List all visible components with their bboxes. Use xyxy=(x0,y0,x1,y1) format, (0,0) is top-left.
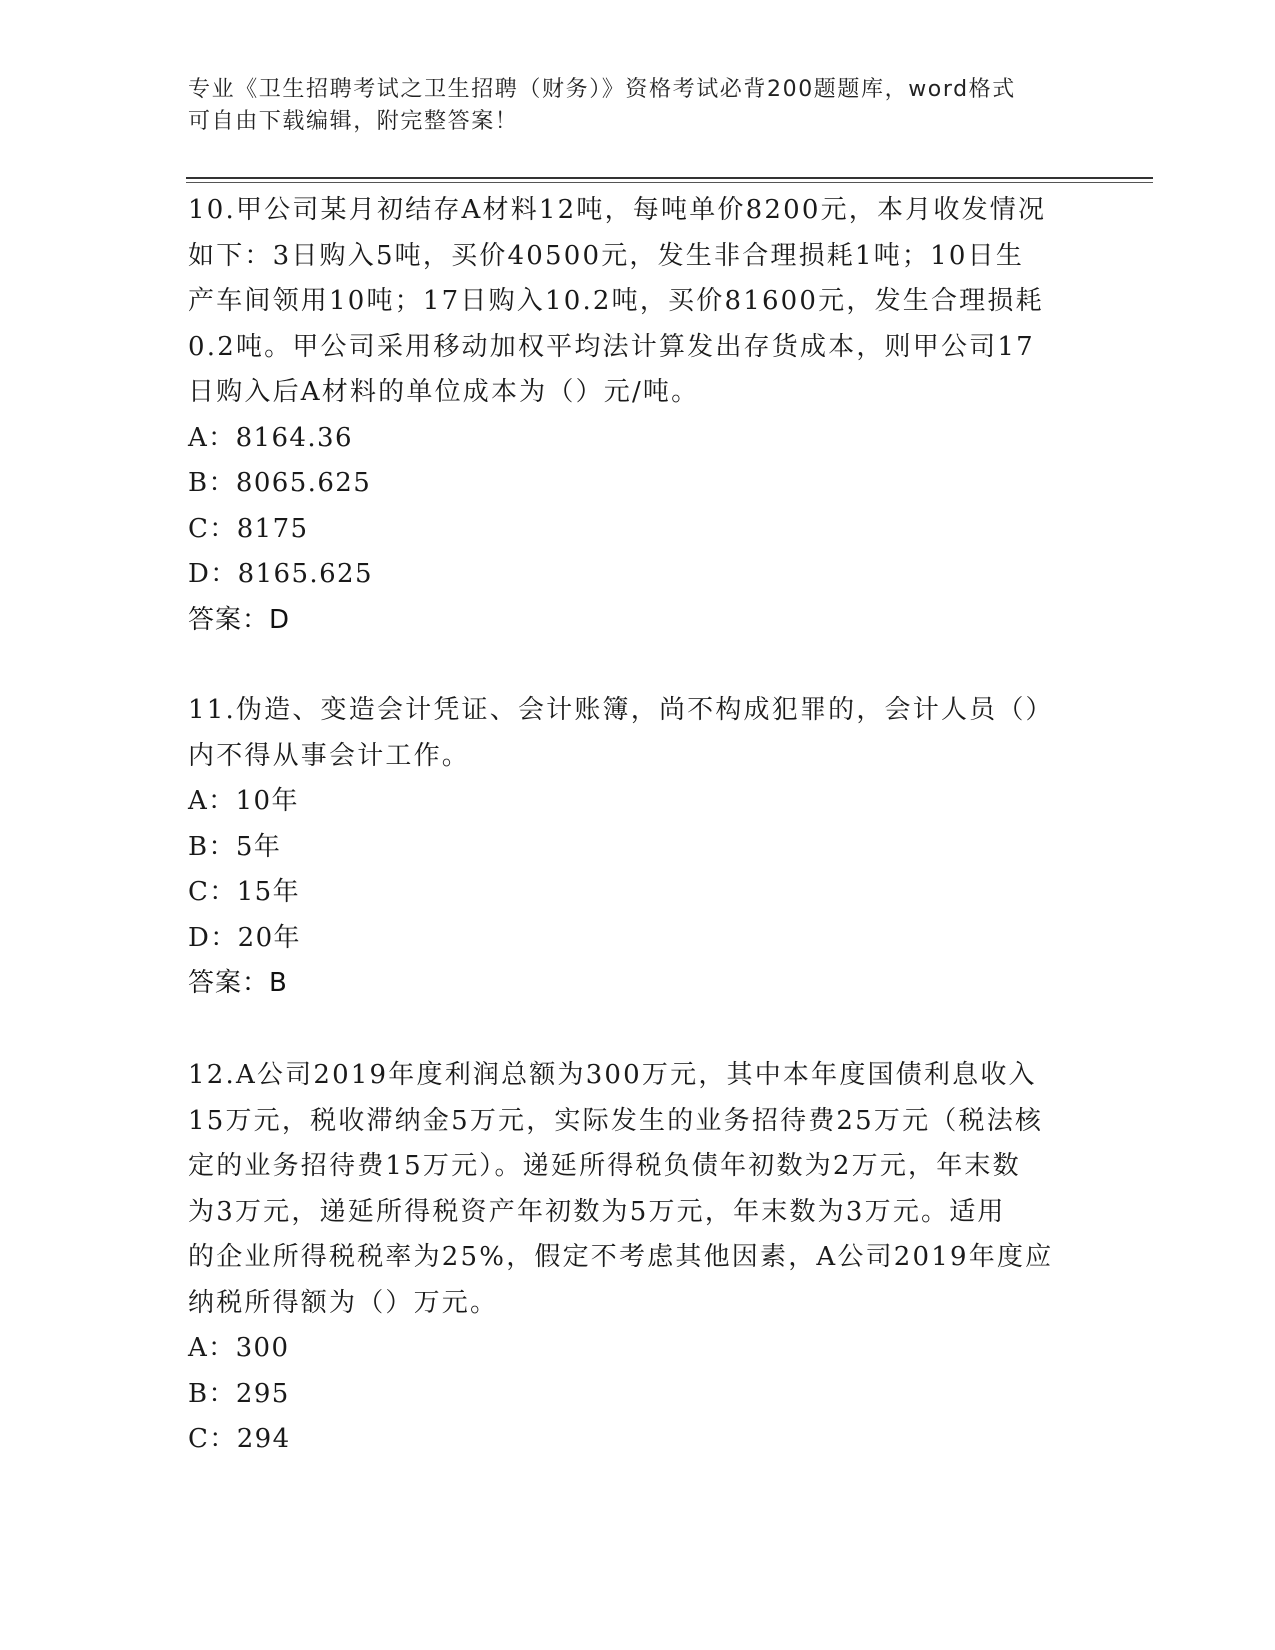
question-stem xyxy=(188,188,1088,416)
question-stem-line: 12.A公司2019年度利润总额为300万元，其中本年度国债利息收入 xyxy=(188,1060,1037,1090)
question-stem-line: 内不得从事会计工作。 xyxy=(188,740,471,771)
answer-line: 答案：B xyxy=(188,968,288,998)
question-stem-line: 纳税所得额为（）万元。 xyxy=(188,1287,499,1318)
header-title-line-2: 可自由下载编辑，附完整答案！ xyxy=(188,109,519,134)
document-header xyxy=(188,74,1088,138)
question-stem-line: 11.伪造、变造会计凭证、会计账簿，尚不构成犯罪的，会计人员（） xyxy=(188,695,1054,725)
question-12 xyxy=(188,1053,1088,1463)
question-stem-line: 产车间领用10吨；17日购入10.2吨，买价81600元，发生合理损耗 xyxy=(188,286,1044,316)
question-stem-line: 如下：3日购入5吨，买价40500元，发生非合理损耗1吨；10日生 xyxy=(188,240,1025,271)
question-stem-line: 10.甲公司某月初结存A材料12吨，每吨单价8200元，本月收发情况 xyxy=(188,195,1047,225)
question-stem-line: 15万元，税收滞纳金5万元，实际发生的业务招待费25万元（税法核 xyxy=(188,1105,1044,1136)
header-divider-thin xyxy=(186,182,1153,183)
option-d: D：8165.625 xyxy=(188,559,373,589)
option-b: B：8065.625 xyxy=(188,468,372,498)
question-stem-line: 0.2吨。甲公司采用移动加权平均法计算发出存货成本，则甲公司17 xyxy=(188,331,1035,362)
option-c: C：15年 xyxy=(188,877,300,907)
option-b: B：5年 xyxy=(188,831,282,862)
question-stem xyxy=(188,688,1088,779)
question-10 xyxy=(188,188,1088,643)
question-stem xyxy=(188,1053,1088,1326)
option-c: C：8175 xyxy=(188,513,309,544)
header-divider-thick xyxy=(186,177,1153,179)
question-stem-line: 定的业务招待费15万元）。递延所得税负债年初数为2万元，年末数 xyxy=(188,1151,1021,1181)
answer-line: 答案：D xyxy=(188,604,291,635)
option-a: A：300 xyxy=(188,1333,290,1363)
question-11 xyxy=(188,688,1088,1007)
option-a: A：8164.36 xyxy=(188,422,353,453)
option-b: B：295 xyxy=(188,1378,290,1409)
option-c: C：294 xyxy=(188,1424,291,1454)
question-stem-line: 的企业所得税税率为25%，假定不考虑其他因素，A公司2019年度应 xyxy=(188,1242,1054,1272)
question-stem-line: 日购入后A材料的单位成本为（）元/吨。 xyxy=(188,377,700,407)
option-d: D：20年 xyxy=(188,922,301,953)
question-stem-line: 为3万元，递延所得税资产年初数为5万元，年末数为3万元。适用 xyxy=(188,1196,1006,1227)
option-a: A：10年 xyxy=(188,786,299,816)
header-title-line-1: 专业《卫生招聘考试之卫生招聘（财务）》资格考试必背200题题库，word格式 xyxy=(188,77,1016,102)
